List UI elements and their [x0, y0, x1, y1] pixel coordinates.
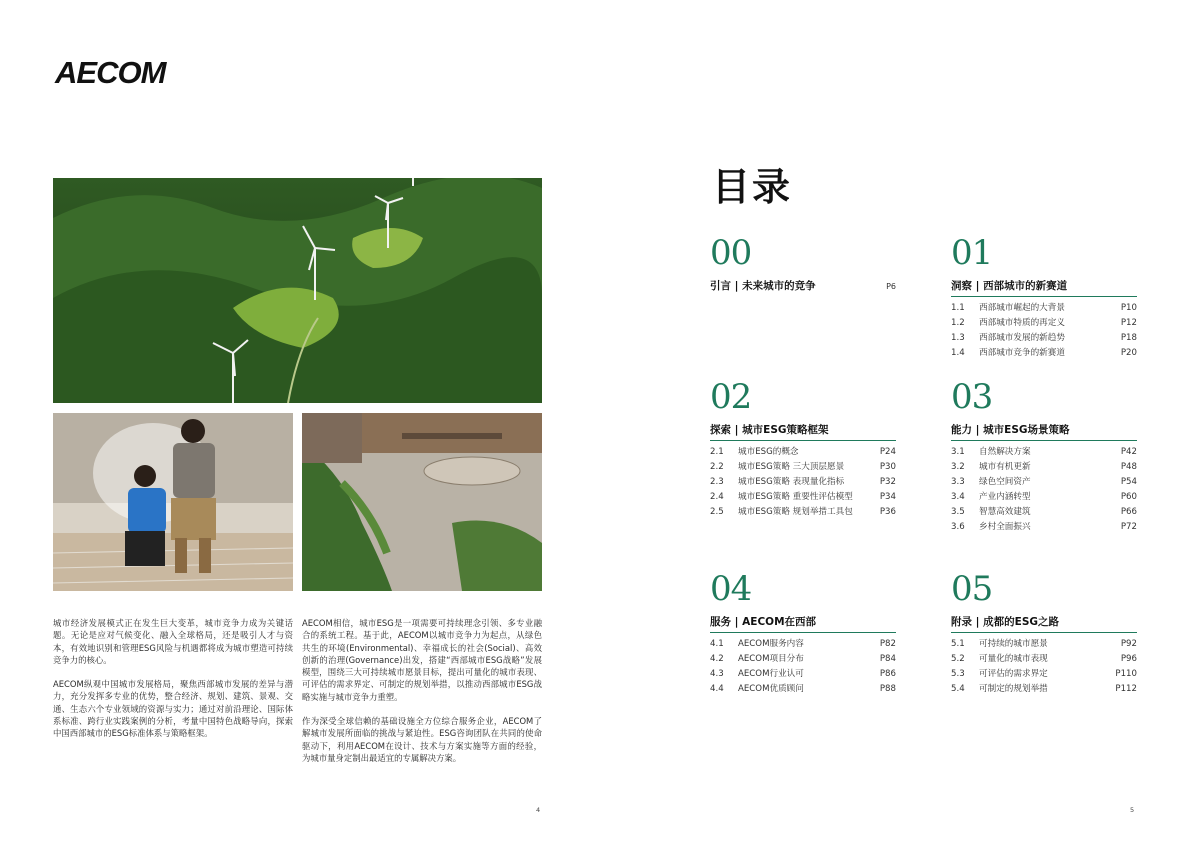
toc-item-page: P54: [1120, 476, 1137, 487]
toc-section-number: 00: [710, 233, 752, 273]
toc-item-number: 5.3: [951, 668, 965, 679]
intro-text-column-2: [302, 617, 542, 776]
toc-item-page: P82: [879, 639, 896, 649]
toc-item[interactable]: [951, 301, 1137, 316]
toc-item-title: 西部城市崛起的大背景: [979, 303, 1065, 313]
intro-paragraph: 作为深受全球信赖的基础设施全方位综合服务企业，AECOM了解城市发展所面临的挑战与紧迫性。ESG咨询团队在共同的使命驱动下，利用AECOM在设计、技术与方案实施等方面的经验，为城市量身定制出最适宜的专属解决方案。: [302, 716, 542, 763]
toc-section-title: 引言 | 未来城市的竞争: [710, 280, 816, 292]
toc-item[interactable]: [951, 505, 1137, 520]
toc-item-title: 产业内涵转型: [979, 491, 1031, 502]
section-divider: [951, 440, 1137, 441]
toc-section: [710, 233, 896, 293]
toc-item-title: 西部城市特质的再定义: [979, 317, 1065, 328]
toc-item[interactable]: [710, 490, 896, 505]
toc-item-page: P88: [879, 683, 896, 694]
toc-item[interactable]: [710, 445, 896, 460]
toc-item-title: 乡村全面振兴: [979, 521, 1031, 532]
toc-item-number: 4.3: [710, 668, 724, 679]
toc-item-page: P84: [879, 653, 896, 664]
toc-item-page: P10: [1120, 303, 1137, 313]
intro-paragraph: 城市经济发展模式正在发生巨大变革，城市竞争力成为关键话题。无论是应对气候变化、融入全球格局，还是吸引人才与资本，有效地识别和管理ESG风险与机遇都将成为城市塑造可持续竞争力的核心。: [53, 618, 293, 665]
toc-section-heading[interactable]: [710, 614, 896, 629]
toc-item-page: P110: [1115, 668, 1137, 679]
toc-item-number: 1.4: [951, 347, 965, 358]
wind-turbine-photo: [53, 178, 542, 403]
toc-item-page: P20: [1120, 347, 1137, 358]
toc-item-number: 4.2: [710, 653, 724, 664]
toc-item-title: 城市ESG策略 表现量化指标: [738, 476, 845, 487]
toc-item-title: AECOM行业认可: [738, 668, 804, 679]
page-number-right: 5: [1130, 806, 1135, 814]
urban-plaza-photo: [302, 413, 542, 591]
toc-item-title: 城市ESG策略 三大顶层愿景: [738, 461, 845, 472]
toc-item-page: P32: [879, 476, 896, 487]
toc-section-heading[interactable]: [710, 278, 896, 293]
toc-item-number: 2.4: [710, 491, 724, 502]
toc-section-title: 能力 | 城市ESG场景策略: [951, 424, 1070, 436]
toc-item[interactable]: [710, 682, 896, 697]
toc-item-title: 可制定的规划举措: [979, 683, 1048, 694]
toc-item-number: 3.2: [951, 461, 965, 472]
toc-item-page: P86: [879, 668, 896, 679]
toc-item-title: 可持续的城市愿景: [979, 639, 1048, 649]
toc-item-page: P12: [1120, 317, 1137, 328]
toc-item-number: 2.3: [710, 476, 724, 487]
toc-item-title: AECOM项目分布: [738, 653, 804, 664]
children-fountain-photo: [53, 413, 293, 591]
toc-item[interactable]: [951, 637, 1137, 652]
toc-section: [951, 569, 1137, 697]
toc-item-number: 2.5: [710, 506, 724, 517]
toc-item[interactable]: [710, 505, 896, 520]
toc-item[interactable]: [951, 490, 1137, 505]
toc-item-page: P96: [1120, 653, 1137, 664]
toc-item[interactable]: [951, 460, 1137, 475]
toc-item-page: P48: [1120, 461, 1137, 472]
toc-item[interactable]: [951, 667, 1137, 682]
toc-item-page: P66: [1120, 506, 1137, 517]
toc-item-title: 城市ESG策略 重要性评估模型: [738, 491, 853, 502]
toc-item[interactable]: [710, 652, 896, 667]
toc-item-title: 城市有机更新: [979, 461, 1031, 472]
toc-section-page: P6: [886, 282, 896, 291]
toc-item-number: 5.1: [951, 639, 965, 649]
toc-item-number: 1.3: [951, 332, 965, 343]
toc-item[interactable]: [710, 475, 896, 490]
toc-item-title: 西部城市发展的新趋势: [979, 332, 1065, 343]
toc-section: [710, 377, 896, 520]
page-number-left: 4: [536, 806, 541, 814]
toc-section-heading[interactable]: [710, 422, 896, 437]
toc-item[interactable]: [951, 652, 1137, 667]
toc-item-number: 1.1: [951, 303, 965, 313]
toc-item-page: P42: [1120, 447, 1137, 457]
toc-item-number: 4.1: [710, 639, 724, 649]
toc-section-number: 02: [710, 377, 752, 417]
toc-item-number: 4.4: [710, 683, 724, 694]
toc-item-title: AECOM优质顾问: [738, 683, 804, 694]
toc-item-page: P30: [879, 461, 896, 472]
toc-item-page: P18: [1120, 332, 1137, 343]
toc-section-heading[interactable]: [951, 422, 1137, 437]
toc-item-page: P34: [879, 491, 896, 502]
toc-item-page: P36: [879, 506, 896, 517]
toc-section-title: 附录 | 成都的ESG之路: [951, 616, 1059, 628]
section-divider: [710, 440, 896, 441]
toc-section-title: 服务 | AECOM在西部: [710, 616, 817, 628]
toc-section-title: 探索 | 城市ESG策略框架: [710, 424, 829, 436]
toc-section-heading[interactable]: [951, 278, 1137, 293]
toc-section-number: 04: [710, 569, 752, 609]
toc-item-title: AECOM服务内容: [738, 639, 804, 649]
toc-item[interactable]: [710, 667, 896, 682]
toc-section-number: 01: [951, 233, 993, 273]
toc-item-number: 5.4: [951, 683, 965, 694]
toc-item[interactable]: [951, 331, 1137, 346]
toc-item[interactable]: [951, 682, 1137, 697]
toc-item[interactable]: [710, 637, 896, 652]
toc-item[interactable]: [710, 460, 896, 475]
toc-section: [710, 569, 896, 697]
toc-item-number: 3.4: [951, 491, 965, 502]
toc-item[interactable]: [951, 475, 1137, 490]
toc-item-page: P24: [879, 447, 896, 457]
toc-item-title: 城市ESG的概念: [738, 447, 799, 457]
toc-item-title: 可评估的需求界定: [979, 668, 1048, 679]
section-divider: [951, 296, 1137, 297]
aecom-logo: AECOM: [55, 55, 166, 90]
intro-text-column-1: [53, 617, 293, 752]
toc-section-number: 03: [951, 377, 993, 417]
intro-paragraph: AECOM纵观中国城市发展格局，聚焦西部城市发展的差异与潜力，充分发挥多专业的优势，整合经济、规划、建筑、景观、交通、生态六个专业领域的资源与实力；通过对前沿理论、国际体系标准、跨行业实践案例的分析，考量中国特色战略导向，探索中国西部城市的ESG标准体系与策略框架。: [53, 679, 293, 739]
toc-item-number: 5.2: [951, 653, 965, 664]
toc-section-number: 05: [951, 569, 993, 609]
toc-item-page: P92: [1120, 639, 1137, 649]
section-divider: [951, 632, 1137, 633]
toc-item-number: 3.3: [951, 476, 965, 487]
toc-item-page: P72: [1120, 521, 1137, 532]
toc-item[interactable]: [951, 445, 1137, 460]
toc-title: 目录: [712, 165, 793, 209]
toc-item[interactable]: [951, 346, 1137, 361]
toc-item-title: 智慧高效建筑: [979, 506, 1031, 517]
section-divider: [710, 632, 896, 633]
toc-item-title: 自然解决方案: [979, 447, 1031, 457]
toc-item-number: 1.2: [951, 317, 965, 328]
intro-paragraph: AECOM相信，城市ESG是一项需要可持续理念引领、多专业融合的系统工程。基于此，AECOM以城市竞争力为起点，从绿色共生的环境(Environmental)、幸福成长的社会(Social)、高效创新的治理(Governance)出发，搭建“西部城市ESG战略”发展模型，围绕三大可持续城市愿景目标，提出可量化的城市表现、可评估的需求界定、可制定的规划举措，以推动西部城市ESG战略实施与城市竞争力重塑。: [302, 618, 542, 702]
toc-item-page: P60: [1120, 491, 1137, 502]
toc-item-number: 3.1: [951, 447, 965, 457]
toc-item-page: P112: [1115, 683, 1137, 694]
toc-item-number: 2.1: [710, 447, 724, 457]
toc-item-number: 3.5: [951, 506, 965, 517]
toc-item[interactable]: [951, 316, 1137, 331]
toc-item-title: 绿色空间资产: [979, 476, 1031, 487]
toc-section: [951, 233, 1137, 361]
toc-section: [951, 377, 1137, 534]
toc-section-title: 洞察 | 西部城市的新赛道: [951, 280, 1068, 292]
toc-item-number: 2.2: [710, 461, 724, 472]
toc-item-number: 3.6: [951, 521, 965, 532]
toc-item-title: 城市ESG策略 规划举措工具包: [738, 506, 853, 517]
toc-section-heading[interactable]: [951, 614, 1137, 629]
toc-item-title: 西部城市竞争的新赛道: [979, 347, 1065, 358]
toc-item[interactable]: [951, 520, 1137, 535]
toc-item-title: 可量化的城市表现: [979, 653, 1048, 664]
